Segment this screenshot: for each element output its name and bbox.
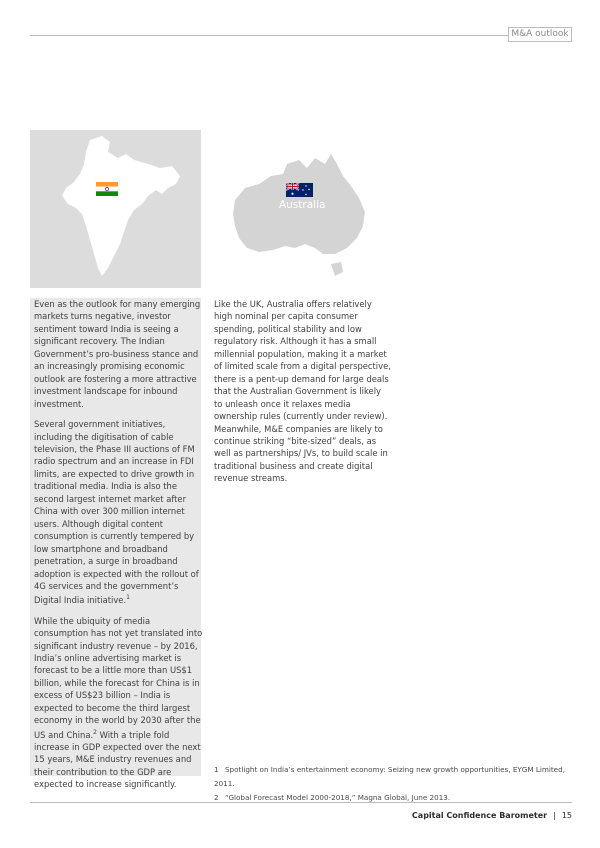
footnotes: [214, 763, 584, 805]
australia-map-icon: [225, 140, 375, 290]
india-paragraph-3: While the ubiquity of media consumption has not yet translated into significant industry revenue – by 2016, India’s online advertising market is forecast to be a little more than US$1 billion, while the forecast for China is in excess of US$23 billion – India is expected to become the third largest economy in the world by 2030 after the US and China.$^2$ With a triple fold increase in GDP expected over the next 15 years, M&E industry revenues and their contribution to the GDP are expected to increase significantly.: [34, 615, 203, 790]
footnote-1: 1 Spotlight on India’s entertainment economy: Seizing new growth opportunities, EYGM Limited, 2011.: [214, 765, 565, 788]
footer-rule: [30, 802, 572, 803]
india-label: India: [97, 199, 123, 211]
australia-flag-icon: [286, 183, 313, 197]
footer-separator: |: [553, 811, 556, 820]
footnote-ref-2: 2: [93, 728, 97, 736]
section-tag: M&A outlook: [508, 27, 572, 42]
page-number: 15: [561, 811, 572, 820]
australia-text-column: [214, 298, 392, 493]
india-paragraph-1: Even as the outlook for many emerging markets turns negative, investor sentiment toward India is seeing a significant recovery. The Indian Government’s pro-business stance and an increasingly promising economic outlook are fostering a more attractive investment landscape for inbound investment.: [34, 299, 201, 409]
footnote-2: 2 “Global Forecast Model 2000-2018,” Magna Global, June 2013.: [214, 793, 451, 802]
footnote-ref-1: 1: [126, 594, 130, 602]
india-paragraph-2: Several government initiatives, including the digitisation of cable television, the Phase III auctions of FM radio spectrum and an increase in FDI limits, are expected to drive growth in traditional media. India is also the second largest internet market after China with over 300 million internet users. Although digital content consumption is currently tempered by low smartphone and broadband penetration, a surge in broadband adoption is expected with the rollout of 4G services and the government’s Digital India initiative.$^1$: [34, 419, 199, 606]
header-rule: [30, 35, 508, 36]
india-text-column: [34, 298, 204, 799]
page-footer: [412, 811, 572, 820]
australia-label: Australia: [279, 199, 326, 211]
india-flag-icon: [96, 182, 118, 196]
publication-title: Capital Confidence Barometer: [411, 811, 548, 820]
australia-paragraph-1: Like the UK, Australia offers relatively high nominal per capita consumer spending, political stability and low regulatory risk. Although it has a small millennial population, making it a market of limited scale from a digital perspective, there is a pent-up demand for large deals that the Australian Government is likely to unleash once it relaxes media ownership rules (currently under review). Meanwhile, M&E companies are likely to continue striking “bite-sized” deals, as well as partnerships/ JVs, to build scale in traditional business and create digital revenue streams.: [214, 299, 391, 484]
